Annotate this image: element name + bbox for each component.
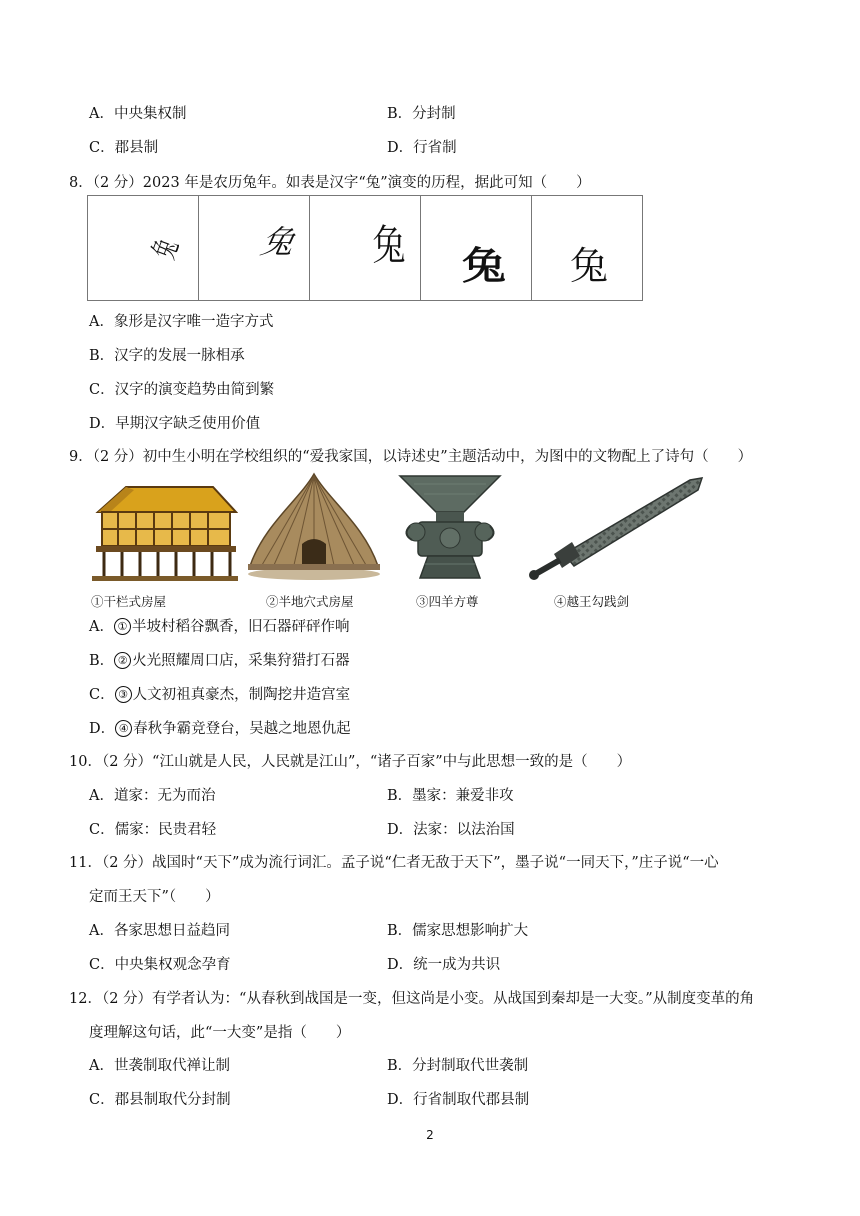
goujian-sword-image: [528, 472, 706, 584]
caption-stilt-house: ①干栏式房屋: [91, 594, 167, 609]
q11-option-c: C．中央集权观念孕育: [89, 957, 231, 973]
q9-option-a-mark: ①: [114, 618, 131, 635]
stilt-house-image: [88, 482, 238, 582]
q12-stem-line1: 12．（2 分）有学者认为：“从春秋到战国是一变，但这尚是小变。从战国到秦却是一大变。”从制度变革的角: [69, 991, 755, 1007]
q12-option-a: A．世袭制取代禅让制: [89, 1058, 230, 1074]
q9-option-b: [89, 649, 350, 670]
rabbit-oracle-glyph: 兔: [146, 234, 186, 264]
q8-option-b: B．汉字的发展一脉相承: [89, 348, 245, 364]
rabbit-bronze-glyph: 兔: [257, 223, 298, 261]
q10-option-b: B．墨家：兼爱非攻: [387, 788, 514, 804]
q10-option-c: C．儒家：民贵君轻: [89, 822, 217, 838]
q11-option-b: B．儒家思想影响扩大: [387, 923, 529, 939]
rabbit-seal-glyph: 兔: [372, 220, 406, 269]
q9-option-c-label: C．: [89, 687, 115, 703]
q9-option-b-label: B．: [89, 653, 115, 669]
q11-stem-line1: 11．（2 分）战国时“天下”成为流行词汇。孟子说“仁者无敌于天下”，墨子说“一同天下，”庄子说“一心: [69, 855, 719, 871]
q11-option-d: D．统一成为共识: [387, 957, 501, 973]
q10-option-d: D．法家：以法治国: [387, 822, 515, 838]
q11-stem-line2: 定而王天下”（ ）: [89, 889, 220, 905]
q8-stem: 8．（2 分）2023 年是农历兔年。如表是汉字“兔”演变的历程，据此可知（ ）: [69, 175, 591, 191]
glyph-cell-oracle: [88, 196, 199, 301]
q9-option-a-label: A．: [89, 619, 114, 635]
q11-option-a: A．各家思想日益趋同: [89, 923, 230, 939]
q8-option-d: D．早期汉字缺乏使用价值: [89, 416, 261, 432]
q9-option-d: [89, 717, 351, 738]
q9-stem: 9．（2 分）初中生小明在学校组织的“爱我家国，以诗述史”主题活动中，为图中的文物配上了诗句（ ）: [69, 449, 753, 465]
q7-option-d: D．行省制: [387, 140, 457, 156]
q9-option-d-mark: ④: [115, 720, 132, 737]
q9-option-d-label: D．: [89, 721, 116, 737]
q8-glyph-table: [87, 195, 643, 301]
q7-option-a: A．中央集权制: [89, 106, 187, 122]
rabbit-regular-glyph: 兔: [569, 243, 608, 288]
rabbit-clerical-glyph: 兔: [462, 242, 506, 288]
q9-option-d-text: 春秋争霸竞登台，吴越之地恩仇起: [133, 721, 351, 737]
q9-option-b-mark: ②: [114, 652, 131, 669]
glyph-cell-bronze: [199, 196, 310, 301]
q9-option-c-text: 人文初祖真豪杰，制陶挖井造宫室: [132, 687, 351, 703]
page-number: 2: [426, 1128, 434, 1142]
q10-stem: 10．（2 分）“江山就是人民，人民就是江山”，“诸子百家”中与此思想一致的是（ ）: [69, 754, 632, 770]
q9-option-b-text: 火光照耀周口店，采集狩猎打石器: [132, 653, 350, 669]
q12-option-b: B．分封制取代世袭制: [387, 1058, 529, 1074]
q9-option-a-text: 半坡村稻谷飘香，旧石器砰砰作响: [131, 619, 350, 635]
semi-subterranean-house-image: [244, 470, 384, 582]
q9-option-a: [89, 615, 349, 636]
q9-option-c-mark: ③: [115, 686, 132, 703]
q12-stem-line2: 度理解这句话，此“一大变”是指（ ）: [89, 1025, 351, 1041]
q7-option-c: C．郡县制: [89, 140, 159, 156]
glyph-cell-regular: [532, 196, 643, 301]
caption-goujian-sword: ④越王勾践剑: [554, 594, 630, 609]
q8-option-c: C．汉字的演变趋势由简到繁: [89, 382, 275, 398]
q8-option-a: A．象形是汉字唯一造字方式: [89, 314, 274, 330]
q7-option-b: B．分封制: [387, 106, 456, 122]
q12-option-c: C．郡县制取代分封制: [89, 1092, 231, 1108]
caption-four-ram-zun: ③四羊方尊: [416, 594, 479, 609]
caption-semi-subterranean-house: ②半地穴式房屋: [266, 594, 354, 609]
q10-option-a: A．道家：无为而治: [89, 788, 216, 804]
q12-option-d: D．行省制取代郡县制: [387, 1092, 530, 1108]
four-ram-zun-image: [394, 472, 506, 582]
q9-option-c: [89, 683, 350, 704]
glyph-cell-seal: [310, 196, 421, 301]
glyph-cell-clerical: [421, 196, 532, 301]
